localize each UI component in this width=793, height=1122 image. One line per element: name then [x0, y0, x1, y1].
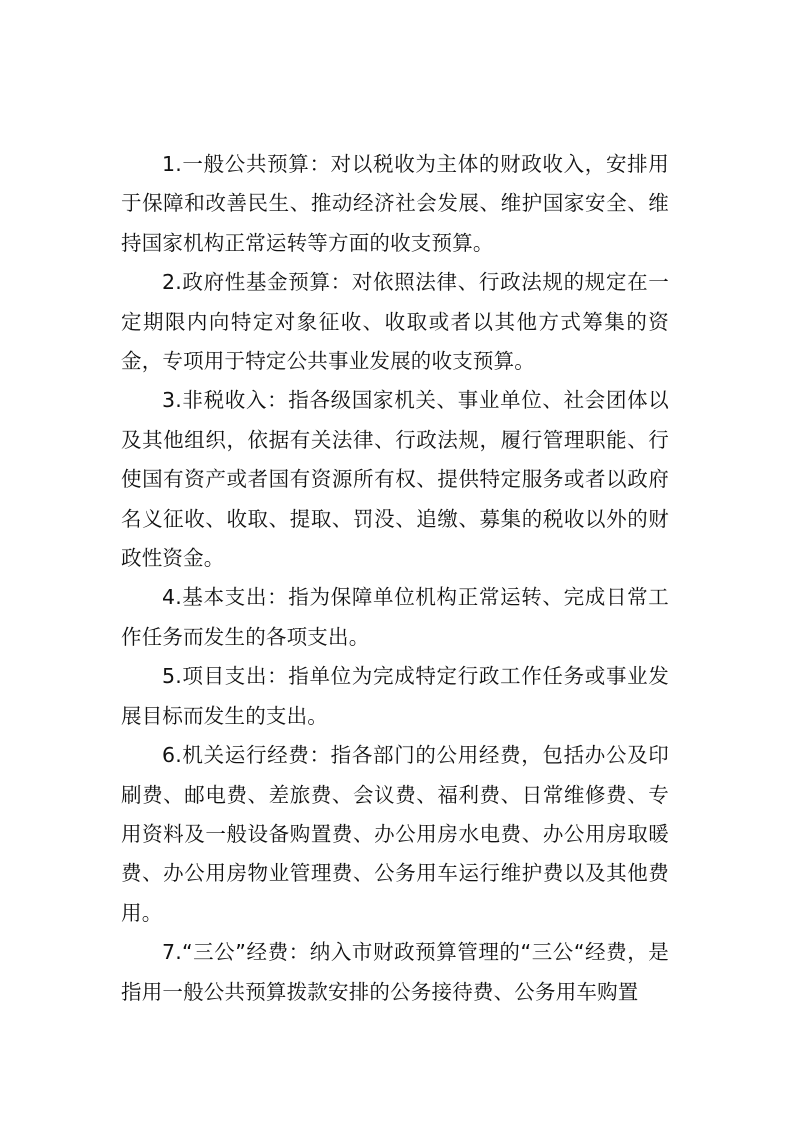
paragraph-general-public-budget: 1.一般公共预算：对以税收为主体的财政收入，安排用于保障和改善民生、推动经济社会发展、维护国家安全、维持国家机构正常运转等方面的收支预算。 [121, 152, 669, 255]
paragraph-project-expenditure: 5.项目支出：指单位为完成特定行政工作任务或事业发展目标而发生的支出。 [121, 664, 669, 728]
document-page [121, 145, 669, 1012]
paragraph-government-fund-budget: 2.政府性基金预算：对依照法律、行政法规的规定在一定期限内向特定对象征收、收取或者以其他方式筹集的资金，专项用于特定公共事业发展的收支预算。 [121, 270, 669, 374]
paragraph-basic-expenditure: 4.基本支出：指为保障单位机构正常运转、完成日常工作任务而发生的各项支出。 [121, 585, 669, 649]
paragraph-three-public-expenses: 7.“三公”经费：纳入市财政预算管理的“三公“经费，是指用一般公共预算拨款安排的公务接待费、公务用车购置 [121, 940, 669, 1004]
paragraph-non-tax-revenue: 3.非税收入：指各级国家机关、事业单位、社会团体以及其他组织，依据有关法律、行政法规，履行管理职能、行使国有资产或者国有资源所有权、提供特定服务或者以政府名义征收、收取、提取、罚没、追缴、募集的税收以外的财政性资金。 [121, 388, 669, 571]
paragraph-agency-operating-funds: 6.机关运行经费：指各部门的公用经费，包括办公及印刷费、邮电费、差旅费、会议费、福利费、日常维修费、专用资料及一般设备购置费、办公用房水电费、办公用房取暖费、办公用房物业管理费、公务用车运行维护费以及其他费用。 [121, 743, 669, 925]
